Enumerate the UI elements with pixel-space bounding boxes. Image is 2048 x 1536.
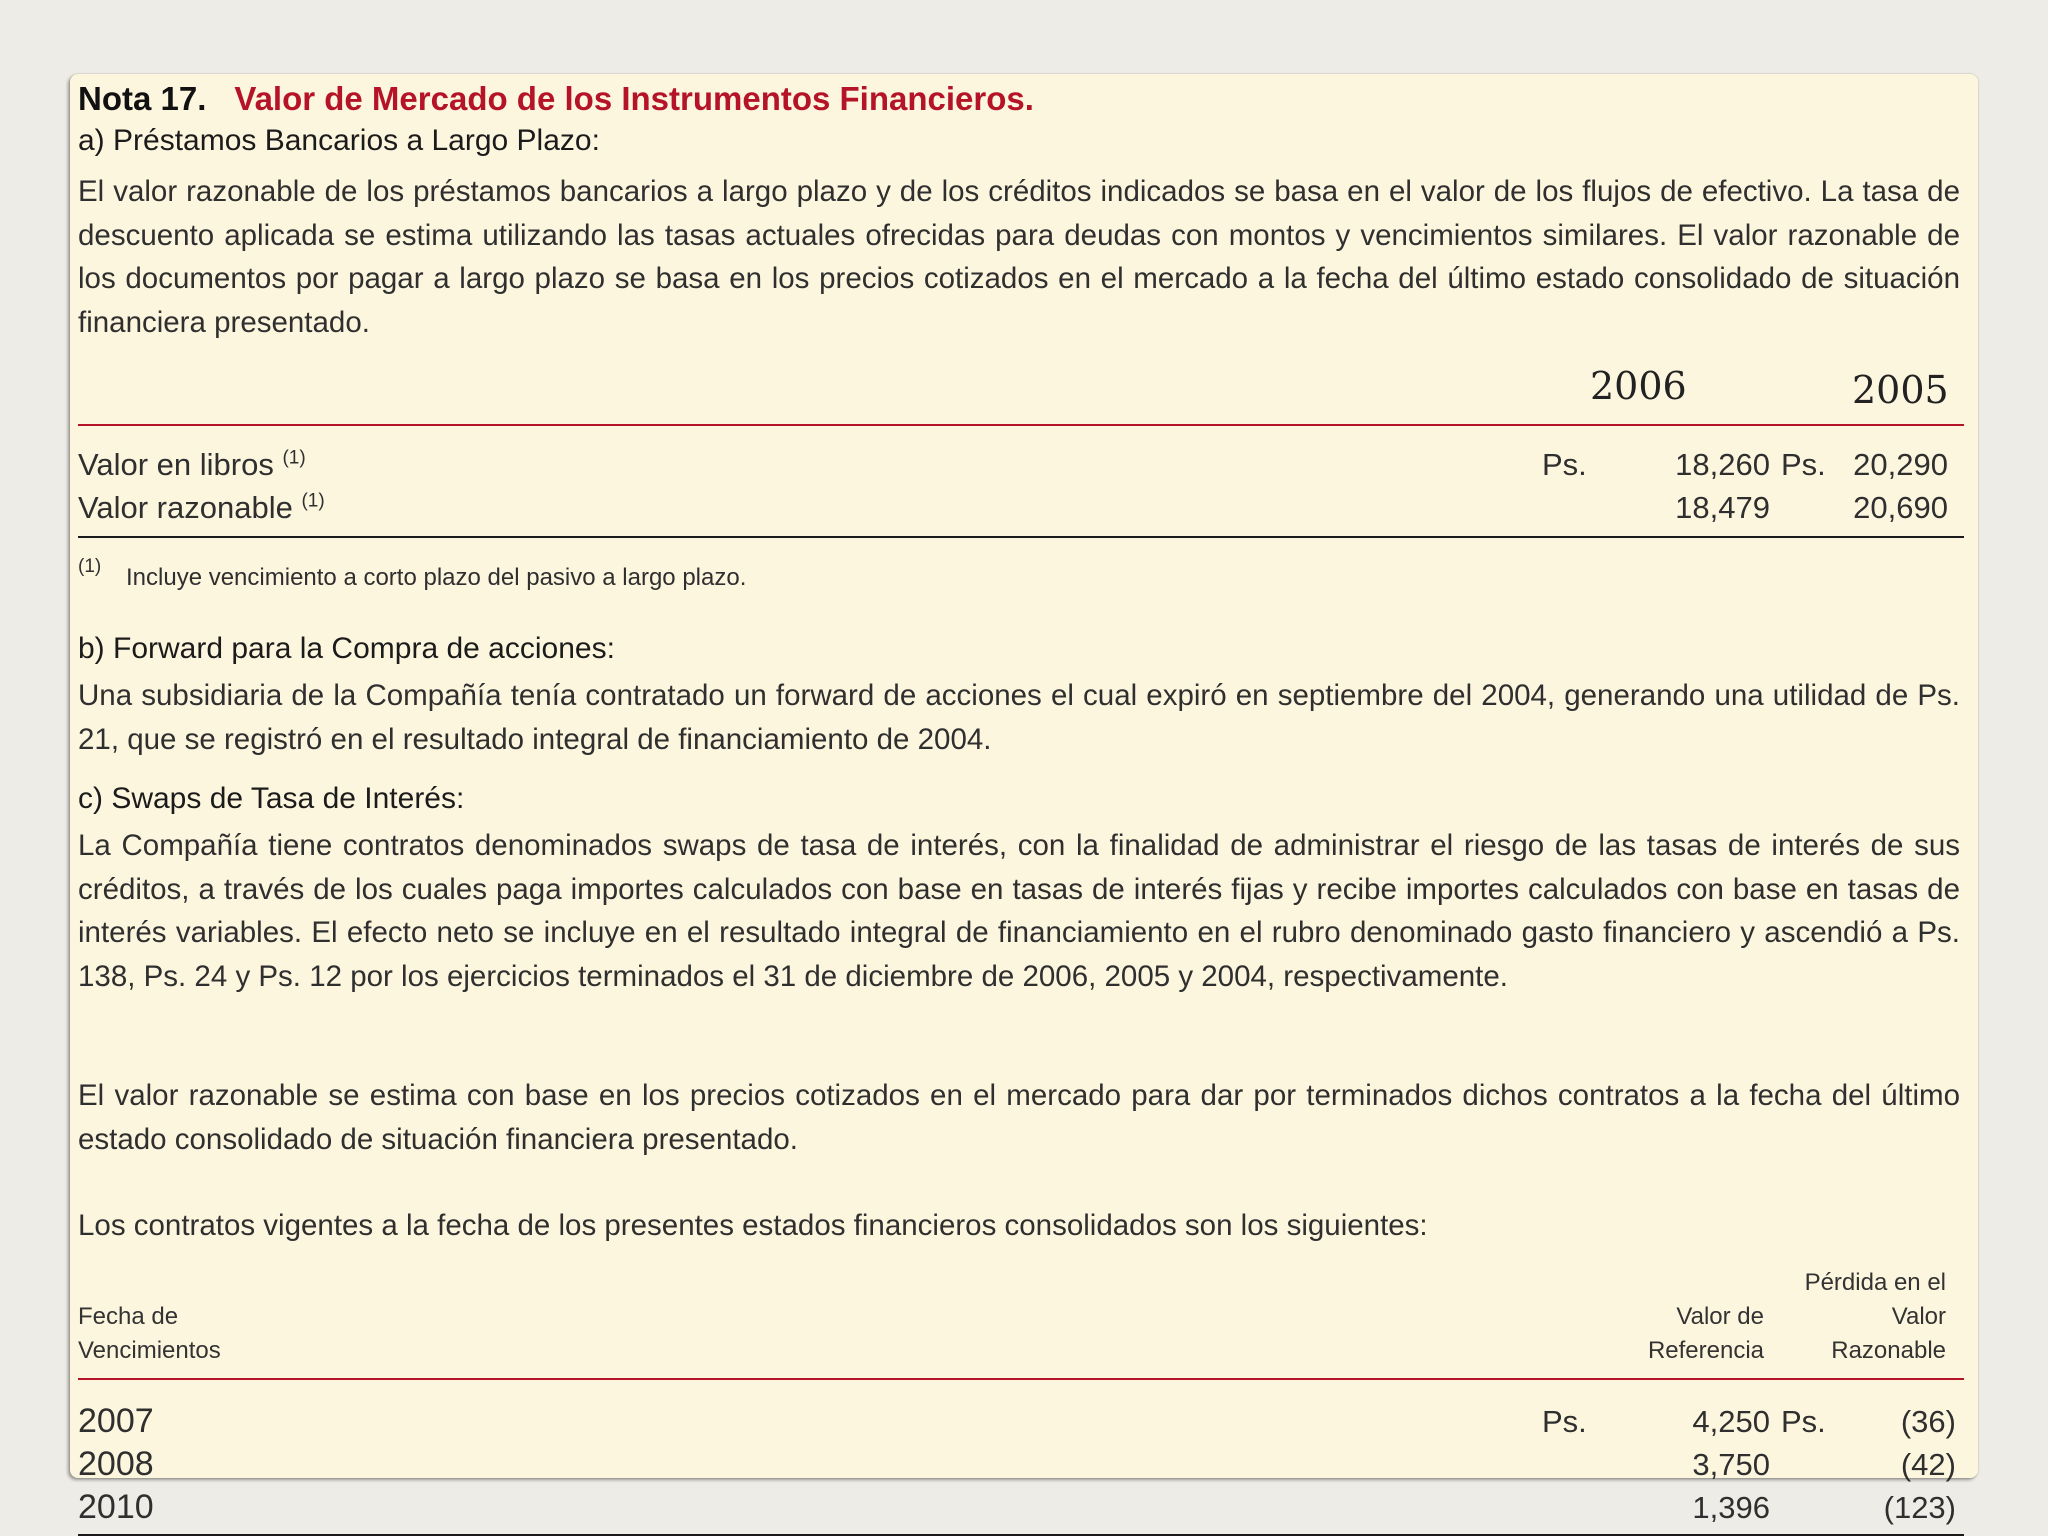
year-2005-header: 2005	[1852, 368, 1949, 412]
maturity-year: 2010	[78, 1488, 154, 1526]
fair-value-loss: (42)	[1900, 1447, 1956, 1482]
section-c-paragraph-1: La Compañía tiene contratos denominados swaps de tasa de interés, con la finalidad de administrar el riesgo de las tasas de interés de sus créditos, a través de los cuales paga importes calculados con base en tasas de interés fijas y recibe importes calculados con base en tasas de interés variables. El efecto neto se incluye en el resultado integral de financiamiento en el rubro denominado gasto financiero y ascendió a Ps. 138, Ps. 24 y Ps. 12 por los ejercicios terminados el 31 de diciembre de 2006, 2005 y 2004, respectivamente.	[78, 829, 1960, 993]
fair-value-loss: (123)	[1883, 1490, 1956, 1525]
section-c-paragraph-3: Los contratos vigentes a la fecha de los presentes estados financieros consolidados son los siguientes:	[78, 1209, 1428, 1242]
section-a-paragraph: El valor razonable de los préstamos bancarios a largo plazo y de los créditos indicados se basa en el valor de los flujos de efectivo. La tasa de descuento aplicada se estima utilizando las tasas actuales ofrecidas para deudas con montos y vencimientos similares. El valor razonable de los documentos por pagar a largo plazo se basa en los precios cotizados en el mercado a la fecha del último estado consolidado de situación financiera presentado.	[78, 175, 1960, 339]
year-2006-header: 2006	[1590, 364, 1687, 408]
section-a-heading: a) Préstamos Bancarios a Largo Plazo:	[78, 124, 600, 157]
reference-value: 4,250	[1692, 1404, 1770, 1439]
section-c-heading: c) Swaps de Tasa de Interés:	[78, 782, 465, 815]
note-title	[78, 80, 1034, 118]
table-a-bottom-rule	[78, 536, 1964, 538]
currency-prefix: Ps.	[1542, 1404, 1587, 1439]
section-c-paragraph-2: El valor razonable se estima con base en los precios cotizados en el mercado para dar por terminados dichos contratos a la fecha del último estado consolidado de situación financiera presentado.	[78, 1079, 1960, 1156]
section-b-heading: b) Forward para la Compra de acciones:	[78, 632, 615, 665]
table-a-header-rule	[78, 424, 1964, 426]
value-2006: 18,479	[1675, 490, 1770, 525]
maturity-year: 2008	[78, 1445, 154, 1483]
section-b-paragraph: Una subsidiaria de la Compañía tenía contratado un forward de acciones el cual expiró en septiembre del 2004, generando una utilidad de Ps. 21, que se registró en el resultado integral de financiamiento de 2004.	[78, 679, 1960, 756]
maturity-year: 2007	[78, 1402, 154, 1440]
currency-prefix: Ps.	[1542, 447, 1587, 482]
currency-prefix: Ps.	[1781, 1404, 1826, 1439]
row-label: Valor razonable $^{(1)}$	[78, 490, 325, 525]
table-c-header-rule	[78, 1378, 1964, 1380]
note-number: Nota 17.	[78, 80, 207, 117]
value-2005: 20,290	[1853, 447, 1948, 482]
document-page	[70, 74, 1978, 1526]
value-2006: 18,260	[1675, 447, 1770, 482]
value-2005: 20,690	[1853, 490, 1948, 525]
footnote-mark: (1)	[78, 556, 102, 577]
fair-value-loss: (36)	[1900, 1404, 1956, 1439]
column-header-fecha: Fecha de Vencimientos	[78, 1303, 221, 1364]
reference-value: 1,396	[1692, 1490, 1770, 1525]
column-header-valor-referencia: Valor de Referencia	[1647, 1303, 1764, 1364]
note-title-text: Valor de Mercado de los Instrumentos Financieros.	[234, 80, 1034, 117]
footnote-text: Incluye vencimiento a corto plazo del pasivo a largo plazo.	[126, 564, 747, 591]
reference-value: 3,750	[1692, 1447, 1770, 1482]
currency-prefix: Ps.	[1781, 447, 1826, 482]
column-header-perdida: Pérdida en el Valor Razonable	[1804, 1269, 1946, 1364]
row-label: Valor en libros $^{(1)}$	[78, 447, 306, 482]
